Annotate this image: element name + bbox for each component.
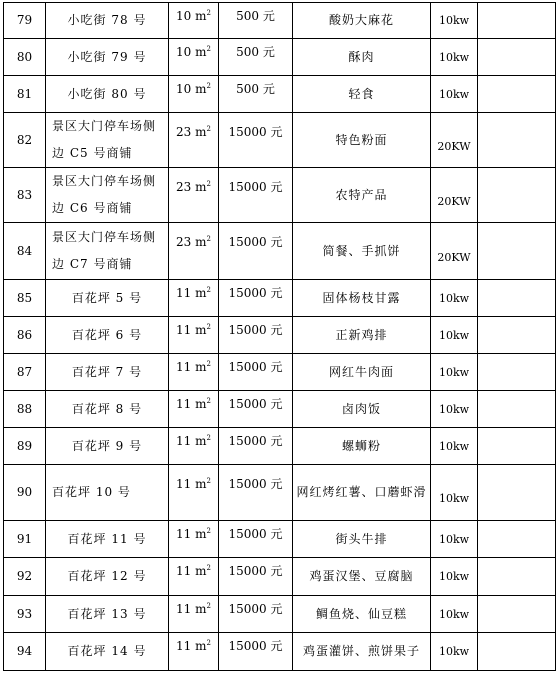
business-type-cell [293, 113, 431, 168]
row-number-cell [4, 428, 46, 465]
shop-name-cell [46, 633, 169, 671]
area-text: 11 m [176, 602, 207, 616]
area-cell [169, 391, 219, 428]
square-superscript: 2 [206, 180, 211, 188]
area-text: 23 m [176, 125, 207, 139]
area-cell [169, 633, 219, 671]
area-cell [169, 223, 219, 280]
extra-cell [478, 3, 556, 39]
shop-name-text: 百花坪 11 号 [67, 531, 147, 546]
row-number-text: 82 [16, 132, 33, 147]
power-text: 20KW [437, 194, 471, 208]
rent-cell [219, 596, 293, 633]
square-superscript: 2 [206, 125, 211, 133]
square-superscript: 2 [206, 82, 211, 90]
rent-text: 15000 元 [228, 286, 283, 300]
rent-cell [219, 521, 293, 558]
shop-name-cell [46, 596, 169, 633]
area-text: 11 m [176, 477, 207, 491]
square-superscript: 2 [206, 434, 211, 442]
extra-cell [478, 465, 556, 521]
row-number-text: 81 [16, 86, 33, 101]
business-type-cell [293, 317, 431, 354]
area-cell [169, 596, 219, 633]
area-cell [169, 76, 219, 113]
power-cell [431, 465, 478, 521]
area-cell [169, 465, 219, 521]
area-text: 23 m [176, 180, 207, 194]
row-number-text: 83 [16, 187, 33, 202]
shop-name-cell [46, 280, 169, 317]
table-row [4, 39, 556, 76]
row-number-text: 93 [16, 606, 33, 621]
power-cell [431, 428, 478, 465]
rent-text: 15000 元 [228, 397, 283, 411]
shop-name-text: 百花坪 5 号 [71, 290, 143, 305]
table-row [4, 113, 556, 168]
row-number-text: 85 [16, 290, 33, 305]
rent-text: 15000 元 [228, 639, 283, 653]
table-row [4, 354, 556, 391]
business-type-cell [293, 76, 431, 113]
shop-name-text: 景区大门停车场侧边 C6 号商铺 [52, 174, 157, 215]
rent-cell [219, 113, 293, 168]
power-text: 20KW [437, 139, 471, 153]
shop-name-text: 小吃街 80 号 [67, 86, 147, 101]
power-text: 10kw [438, 492, 470, 505]
rent-text: 15000 元 [228, 360, 283, 374]
extra-cell [478, 113, 556, 168]
area-cell [169, 558, 219, 596]
area-text: 11 m [176, 286, 207, 300]
area-text: 10 m [176, 45, 207, 59]
shop-name-text: 景区大门停车场侧边 C7 号商铺 [52, 230, 157, 271]
business-type-cell [293, 391, 431, 428]
business-type-text: 简餐、手抓饼 [322, 243, 401, 258]
shop-name-cell [46, 39, 169, 76]
shop-name-text: 百花坪 6 号 [71, 327, 143, 342]
area-text: 11 m [176, 564, 207, 578]
power-text: 10kw [438, 14, 470, 27]
area-cell [169, 3, 219, 39]
shop-name-cell [46, 354, 169, 391]
rent-text: 500 元 [236, 45, 275, 59]
row-number-cell [4, 280, 46, 317]
rent-cell [219, 558, 293, 596]
power-text: 10kw [438, 570, 470, 583]
rent-cell [219, 633, 293, 671]
business-type-cell [293, 223, 431, 280]
power-cell [431, 521, 478, 558]
row-number-cell [4, 39, 46, 76]
row-number-cell [4, 633, 46, 671]
area-text: 10 m [176, 82, 207, 96]
extra-cell [478, 391, 556, 428]
extra-cell [478, 428, 556, 465]
table-row [4, 223, 556, 280]
row-number-cell [4, 354, 46, 391]
square-superscript: 2 [206, 527, 211, 535]
rent-text: 15000 元 [228, 323, 283, 337]
rent-text: 15000 元 [228, 235, 283, 249]
power-cell [431, 317, 478, 354]
square-superscript: 2 [206, 397, 211, 405]
row-number-text: 91 [16, 531, 33, 546]
business-type-cell [293, 39, 431, 76]
row-number-cell [4, 223, 46, 280]
rent-text: 15000 元 [228, 602, 283, 616]
extra-cell [478, 633, 556, 671]
square-superscript: 2 [206, 639, 211, 647]
area-text: 11 m [176, 323, 207, 337]
business-type-text: 网红烤红薯、口蘑虾滑 [296, 485, 427, 499]
shop-name-cell [46, 223, 169, 280]
row-number-cell [4, 558, 46, 596]
row-number-cell [4, 521, 46, 558]
power-cell [431, 280, 478, 317]
shop-name-cell [46, 76, 169, 113]
business-type-text: 鸡蛋汉堡、豆腐脑 [309, 569, 414, 583]
area-text: 23 m [176, 235, 207, 249]
row-number-cell [4, 465, 46, 521]
table-row [4, 3, 556, 39]
area-cell [169, 113, 219, 168]
row-number-cell [4, 596, 46, 633]
shop-name-cell [46, 113, 169, 168]
shop-name-text: 百花坪 14 号 [67, 644, 147, 658]
shop-rental-table [3, 2, 556, 671]
row-number-cell [4, 391, 46, 428]
shop-name-cell [46, 3, 169, 39]
rent-cell [219, 76, 293, 113]
shop-name-cell [46, 521, 169, 558]
shop-name-cell [46, 168, 169, 223]
business-type-text: 特色粉面 [335, 132, 388, 147]
business-type-cell [293, 633, 431, 671]
power-text: 10kw [438, 607, 470, 621]
area-cell [169, 354, 219, 391]
power-text: 10kw [438, 291, 470, 305]
business-type-cell [293, 280, 431, 317]
rent-cell [219, 391, 293, 428]
shop-name-cell [46, 391, 169, 428]
row-number-text: 80 [16, 49, 33, 64]
power-cell [431, 76, 478, 113]
area-cell [169, 428, 219, 465]
rent-text: 15000 元 [228, 180, 283, 194]
row-number-cell [4, 113, 46, 168]
area-text: 11 m [176, 434, 207, 448]
power-cell [431, 223, 478, 280]
rent-text: 500 元 [236, 9, 275, 23]
power-cell [431, 39, 478, 76]
square-superscript: 2 [206, 323, 211, 331]
table-body [4, 3, 556, 671]
power-text: 20KW [437, 250, 471, 264]
table-row [4, 558, 556, 596]
business-type-text: 街头牛排 [335, 531, 388, 546]
table-row [4, 76, 556, 113]
business-type-cell [293, 521, 431, 558]
table-row [4, 168, 556, 223]
table-row [4, 596, 556, 633]
business-type-text: 酥肉 [348, 49, 375, 64]
row-number-text: 79 [16, 13, 33, 27]
shop-name-cell [46, 428, 169, 465]
area-text: 11 m [176, 527, 207, 541]
table-row [4, 521, 556, 558]
extra-cell [478, 354, 556, 391]
power-text: 10kw [438, 645, 470, 658]
power-text: 10kw [438, 328, 470, 342]
business-type-cell [293, 3, 431, 39]
business-type-text: 网红牛肉面 [328, 364, 394, 379]
shop-name-text: 景区大门停车场侧边 C5 号商铺 [52, 119, 157, 160]
power-cell [431, 633, 478, 671]
area-text: 11 m [176, 397, 207, 411]
area-cell [169, 168, 219, 223]
row-number-cell [4, 76, 46, 113]
business-type-text: 鲷鱼烧、仙豆糕 [315, 606, 407, 621]
power-cell [431, 168, 478, 223]
area-cell [169, 317, 219, 354]
power-text: 10kw [438, 50, 470, 64]
row-number-text: 94 [16, 644, 33, 658]
power-cell [431, 3, 478, 39]
area-text: 11 m [176, 639, 207, 653]
table-row [4, 317, 556, 354]
business-type-text: 螺蛳粉 [341, 438, 381, 453]
square-superscript: 2 [206, 45, 211, 53]
rent-text: 15000 元 [228, 527, 283, 541]
business-type-text: 轻食 [348, 86, 375, 101]
rent-cell [219, 428, 293, 465]
power-cell [431, 596, 478, 633]
shop-name-text: 百花坪 13 号 [67, 606, 147, 621]
row-number-cell [4, 3, 46, 39]
extra-cell [478, 558, 556, 596]
extra-cell [478, 39, 556, 76]
extra-cell [478, 596, 556, 633]
area-text: 11 m [176, 360, 207, 374]
square-superscript: 2 [206, 602, 211, 610]
extra-cell [478, 521, 556, 558]
power-text: 10kw [438, 532, 470, 546]
business-type-text: 卤肉饭 [341, 401, 381, 416]
extra-cell [478, 317, 556, 354]
square-superscript: 2 [206, 477, 211, 485]
area-cell [169, 280, 219, 317]
row-number-cell [4, 317, 46, 354]
shop-name-text: 小吃街 78 号 [67, 13, 147, 27]
table-row [4, 465, 556, 521]
business-type-cell [293, 428, 431, 465]
rent-text: 15000 元 [228, 434, 283, 448]
rent-cell [219, 465, 293, 521]
shop-name-text: 百花坪 12 号 [67, 569, 147, 583]
power-text: 10kw [438, 402, 470, 416]
rent-text: 15000 元 [228, 564, 283, 578]
row-number-text: 89 [16, 438, 33, 453]
rent-cell [219, 168, 293, 223]
square-superscript: 2 [206, 286, 211, 294]
rent-cell [219, 3, 293, 39]
rent-cell [219, 223, 293, 280]
rent-text: 15000 元 [228, 477, 283, 491]
square-superscript: 2 [206, 360, 211, 368]
shop-name-text: 百花坪 10 号 [52, 485, 131, 499]
power-text: 10kw [438, 439, 470, 453]
business-type-text: 酸奶大麻花 [328, 13, 394, 27]
power-cell [431, 391, 478, 428]
table-row [4, 280, 556, 317]
business-type-text: 固体杨枝甘露 [322, 290, 401, 305]
area-cell [169, 521, 219, 558]
area-cell [169, 39, 219, 76]
table-row [4, 633, 556, 671]
business-type-cell [293, 596, 431, 633]
power-text: 10kw [438, 365, 470, 379]
row-number-text: 84 [16, 243, 33, 258]
business-type-text: 正新鸡排 [335, 327, 388, 342]
row-number-text: 90 [16, 485, 33, 499]
power-cell [431, 113, 478, 168]
business-type-cell [293, 168, 431, 223]
shop-name-cell [46, 558, 169, 596]
business-type-text: 农特产品 [335, 187, 388, 202]
business-type-text: 鸡蛋灌饼、煎饼果子 [302, 644, 420, 658]
shop-name-text: 百花坪 9 号 [71, 438, 143, 453]
rent-cell [219, 354, 293, 391]
shop-name-text: 小吃街 79 号 [67, 49, 147, 64]
row-number-text: 92 [16, 569, 33, 583]
extra-cell [478, 223, 556, 280]
business-type-cell [293, 465, 431, 521]
rent-cell [219, 317, 293, 354]
power-cell [431, 354, 478, 391]
shop-name-cell [46, 465, 169, 521]
power-text: 10kw [438, 87, 470, 101]
square-superscript: 2 [206, 564, 211, 572]
extra-cell [478, 168, 556, 223]
business-type-cell [293, 354, 431, 391]
extra-cell [478, 76, 556, 113]
rent-cell [219, 39, 293, 76]
square-superscript: 2 [206, 9, 211, 17]
table-row [4, 428, 556, 465]
extra-cell [478, 280, 556, 317]
row-number-cell [4, 168, 46, 223]
area-text: 10 m [176, 9, 207, 23]
row-number-text: 87 [16, 364, 33, 379]
table-row [4, 391, 556, 428]
shop-name-text: 百花坪 7 号 [71, 364, 143, 379]
power-cell [431, 558, 478, 596]
row-number-text: 86 [16, 327, 33, 342]
square-superscript: 2 [206, 235, 211, 243]
rent-text: 500 元 [236, 82, 275, 96]
rent-cell [219, 280, 293, 317]
rent-text: 15000 元 [228, 125, 283, 139]
row-number-text: 88 [16, 401, 33, 416]
shop-name-text: 百花坪 8 号 [71, 401, 143, 416]
business-type-cell [293, 558, 431, 596]
shop-name-cell [46, 317, 169, 354]
